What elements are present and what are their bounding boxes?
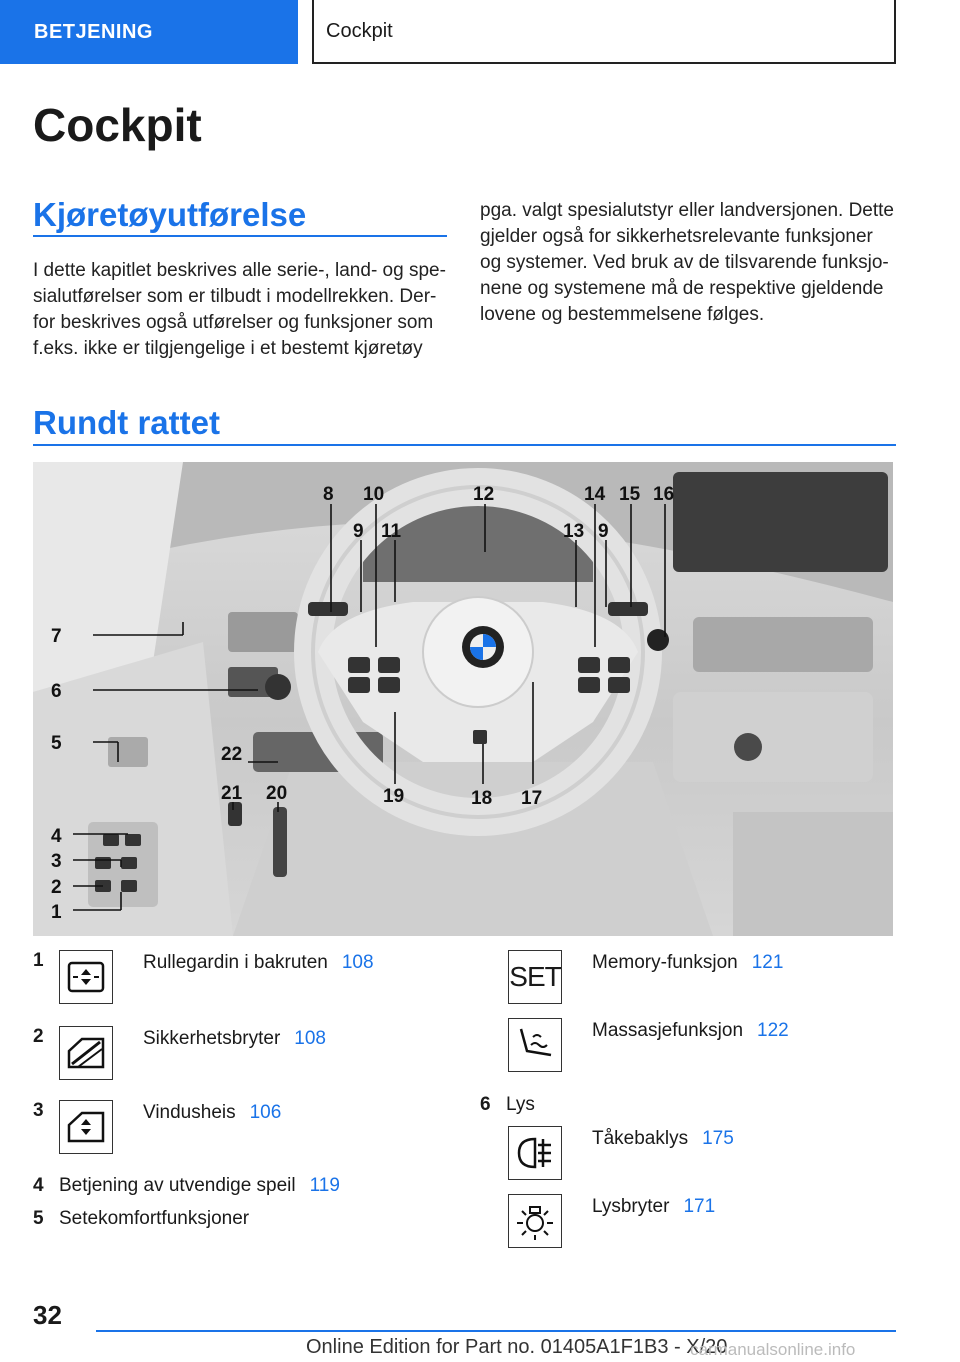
- callout: 1: [51, 902, 62, 923]
- icon-text: SET: [509, 961, 561, 992]
- callout: 16: [653, 484, 675, 505]
- page-link[interactable]: 108: [341, 952, 374, 973]
- rear-fog-light-icon: [508, 1126, 562, 1180]
- page-number: 32: [33, 1300, 62, 1330]
- intro-paragraph-left: I dette kapitlet beskrives alle serie-, land- og spe-sialutførelser som er tilbudt i modellrekken. Der-for beskrives også utførelser og funksjoner som f.eks. ikke er tilgjengelige i et bestemt kjøretøy: [33, 260, 446, 359]
- legend-item: [480, 1094, 535, 1116]
- callout: 21: [221, 783, 243, 804]
- callout: 6: [51, 681, 62, 702]
- page-link[interactable]: 171: [683, 1196, 716, 1217]
- item-number: 2: [33, 1026, 44, 1047]
- callout: 15: [619, 484, 641, 505]
- item-label: Tåkebaklys: [592, 1128, 689, 1149]
- item-number: 5: [33, 1208, 44, 1229]
- callout: 5: [51, 733, 62, 754]
- callout: 22: [221, 744, 243, 765]
- section-label: BETJENING: [34, 20, 153, 43]
- page-link[interactable]: 121: [751, 952, 784, 973]
- callout: 7: [51, 626, 62, 647]
- light-switch-icon: [508, 1194, 562, 1248]
- item-label: Betjening av utvendige speil: [59, 1175, 296, 1196]
- legend-item: [508, 1194, 715, 1248]
- item-number: 3: [33, 1100, 44, 1121]
- legend-item: [33, 1208, 249, 1230]
- footer-rule: [96, 1330, 896, 1332]
- section-heading-steering-wheel: Rundt rattet: [33, 404, 220, 441]
- item-label: Memory-funksjon: [592, 952, 738, 973]
- page-link[interactable]: 119: [309, 1175, 340, 1196]
- watermark: carmanualsonline.info: [690, 1340, 856, 1359]
- callout: 9: [353, 521, 364, 542]
- cockpit-illustration: [33, 462, 893, 936]
- item-label: Rullegardin i bakruten: [143, 952, 328, 973]
- callout: 18: [471, 788, 493, 809]
- item-label: Lysbryter: [592, 1196, 670, 1217]
- callout: 13: [563, 521, 585, 542]
- page-link[interactable]: 122: [757, 1020, 789, 1041]
- section-heading-vehicle-variant: Kjøretøyutførelse: [33, 196, 307, 233]
- page-link[interactable]: 108: [294, 1028, 326, 1049]
- chapter-label: Cockpit: [326, 19, 393, 42]
- item-number: 4: [33, 1175, 44, 1196]
- chapter-tab: [312, 0, 896, 64]
- item-number: 1: [33, 950, 44, 971]
- callout: 19: [383, 786, 405, 807]
- legend-item: [33, 1100, 281, 1154]
- massage-seat-icon: [508, 1018, 562, 1072]
- item-label: Massasjefunksjon: [592, 1020, 744, 1041]
- page-title: Cockpit: [33, 99, 202, 151]
- legend-item: [508, 950, 783, 1004]
- legend-item: [33, 1175, 340, 1197]
- legend-item: [508, 1018, 789, 1072]
- window-lock-icon: [59, 1026, 113, 1080]
- cockpit-photo: [33, 462, 893, 936]
- callout: 2: [51, 877, 62, 898]
- page-link[interactable]: 175: [702, 1128, 734, 1149]
- rear-sunblind-icon: [59, 950, 113, 1004]
- callout: 20: [266, 783, 288, 804]
- footer-edition: Online Edition for Part no. 01405A1F1B3 - X/20: [306, 1336, 728, 1358]
- item-label: Sikkerhetsbryter: [143, 1028, 281, 1049]
- section-rule: [33, 235, 447, 237]
- page-link[interactable]: 106: [249, 1102, 282, 1123]
- item-label: Lys: [506, 1094, 535, 1115]
- callout: 11: [381, 521, 402, 542]
- legend-item: [33, 950, 374, 1004]
- intro-paragraph-right: pga. valgt spesialutstyr eller landversjonen. Dette gjelder også for sikkerhetsrelevante funksjoner og systemer. Ved bruk av de tilsvarende funksjo-nene og systemene må de respektive gjeldende lovene og bestemmelsene følges.: [480, 200, 895, 325]
- legend-item: [33, 1026, 326, 1080]
- item-label: Setekomfortfunksjoner: [59, 1208, 250, 1229]
- callout: 12: [473, 484, 495, 505]
- callout: 3: [51, 851, 62, 872]
- item-number: 6: [480, 1094, 491, 1115]
- set-memory-icon: [508, 950, 562, 1004]
- section-rule: [33, 444, 896, 446]
- callout: 14: [584, 484, 606, 505]
- callout: 10: [363, 484, 385, 505]
- item-label: Vindusheis: [143, 1102, 236, 1123]
- callout: 17: [521, 788, 543, 809]
- display-screen: [673, 472, 888, 572]
- legend-item: [508, 1126, 734, 1180]
- callout: 8: [323, 484, 334, 505]
- callout: 4: [51, 826, 62, 847]
- callout: 9: [598, 521, 609, 542]
- power-window-icon: [59, 1100, 113, 1154]
- section-tab: [0, 0, 298, 64]
